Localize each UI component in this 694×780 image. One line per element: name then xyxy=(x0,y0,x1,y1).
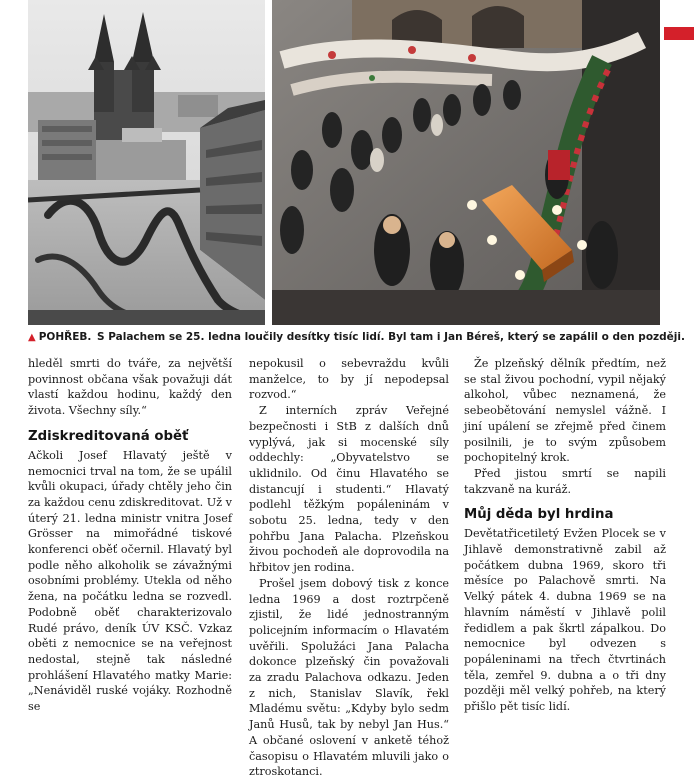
paragraph: Před jistou smrtí se napili takzvaně na kuráž. xyxy=(464,466,666,496)
paragraph: Ačkoli Josef Hlavatý ještě v nemocnici trval na tom, že se upálil kvůli okupaci, úřady chtěly jeho čin za každou cenu zdiskreditovat. Už v úterý 21. ledna ministr vnitra Josef Grösser na mimořádné tiskové konferenci oběť očernil. Hlavatý byl podle něho alkoholik se závažnými osobními problémy. Utekla od něho žena, na počátku ledna se rozvedl. Podobně oběť charakterizovalo Rudé právo, deník ÚV KSČ. Vzkaz oběti z nemocnice se na veřejnost nedostal, stejně tak následné prohlášení Hlavatého matky Marie: „Nenáviděl ruské vojáky. Rozhodně se xyxy=(28,448,232,714)
paragraph: Devětatřicetiletý Evžen Plocek se v Jihlavě demonstrativně zabil až počátkem dubna 1969, skoro tři měsíce po Palachově smrti. Na Velký pátek 4. dubna 1969 se na hlavním náměstí v Jihlavě polil ředidlem a pak škrtl zápalkou. Do nemocnice byl odvezen s popáleninami na třech čtvrtinách těla, zemřel 9. dubna a o tři dny později měl velký pohřeb, na který přišlo pět tisíc lidí. xyxy=(464,527,666,714)
caption-text: S Palachem se 25. ledna loučily desítky tisíc lidí. Byl tam i Jan Béreš, který se zapálil o den později. xyxy=(97,331,685,343)
paragraph: Že plzeňský dělník předtím, než se stal živou pochodní, vypil nějaký alkohol, vůbec neznamená, že sebeobětování nemyslel vážně. I jiní upálení se zřejmě před činem posilnili, je to svým způsobem pochopitelný krok. xyxy=(464,357,666,465)
paragraph: hleděl smrti do tváře, za největší povinnost občana však považuji dát vlastí každou hodinu, každý den života. Všechny síly.“ xyxy=(28,357,232,418)
section-marker xyxy=(664,27,694,40)
subheading-grandfather-hero: Můj děda byl hrdina xyxy=(464,507,614,523)
caption-keyword: POHŘEB. xyxy=(38,331,92,343)
text-column-2 xyxy=(249,356,449,780)
paragraph: Prošel jsem dobový tisk z konce ledna 1969 a dost roztrpčeně zjistil, že lidé jednostranným policejním informacím o Hlavatém uvěřili. Spolužáci Jana Palacha dokonce plzeňský čin považovali za zradu Palachova odkazu. Jeden z nich, Stanislav Slavík, řekl Mladému světu: „Kdyby bylo sedm Janů Husů, tak by nebyl Jan Hus.“ A občané oslovení v anketě téhož časopisu o Hlavatém mluvili jako o ztroskotanci. xyxy=(249,576,449,779)
photo-funeral-procession xyxy=(272,0,660,325)
triangle-icon: ▲ xyxy=(28,332,36,343)
photo-caption xyxy=(28,331,685,343)
paragraph: Z interních zpráv Veřejné bezpečnosti i StB z dalších dnů vyplývá, jak si mocenské síly oddechly: „Obyvatelstvo se uklidnilo. Od činu Hlavatého se distancují i studenti.“ Hlavatý podlehl těžkým popáleninám v sobotu 25. ledna, tedy v den pohřbu Jana Palacha. Plzeňskou živou pochodeň ale doprovodila na hřbitov jen rodina. xyxy=(249,404,449,575)
subheading-discredited-victim: Zdiskreditovaná oběť xyxy=(28,428,189,444)
text-column-1 xyxy=(28,356,232,715)
text-column-3 xyxy=(464,356,666,715)
photo-old-town-square xyxy=(28,0,265,325)
paragraph: nepokusil o sebevraždu kvůli manželce, to by jí nepodepsal rozvod.“ xyxy=(249,357,449,402)
